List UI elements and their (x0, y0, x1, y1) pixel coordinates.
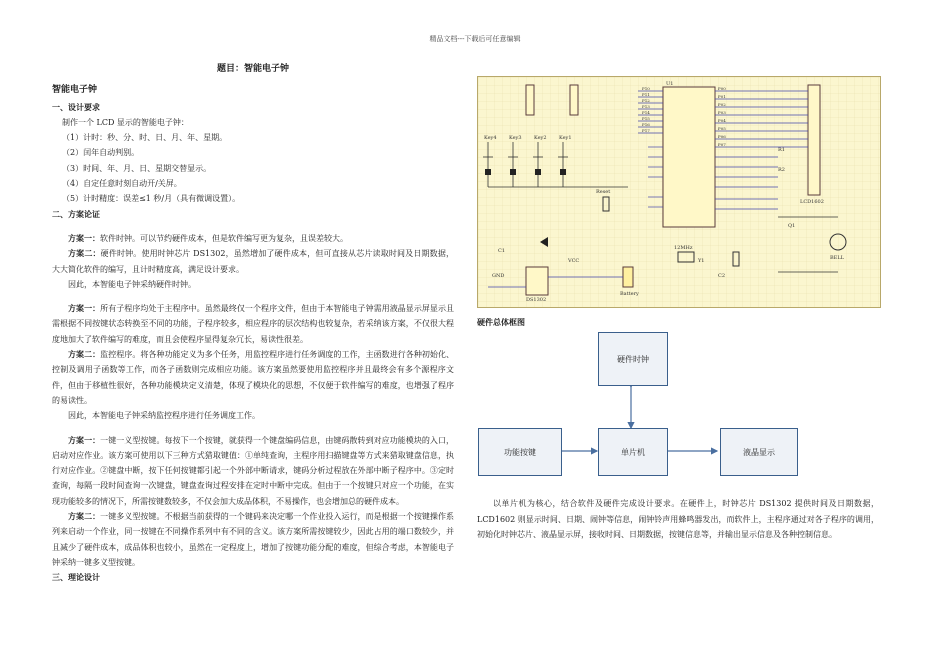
document-title: 题目：智能电子钟 (216, 64, 289, 74)
main-heading: 智能电子钟 (52, 85, 98, 96)
section1-heading: 一、设计要求 (52, 102, 100, 112)
schematic-pin-label: P07 (718, 142, 726, 147)
schematic-pin-label: P00 (718, 86, 726, 91)
schematic-pin-label: P10 (642, 86, 650, 91)
hardware-description: 以单片机为核心，结合软件及硬件完成设计要求。在硬件上，时钟芯片 DS1302 提供时间及日期数据，LCD1602 则显示时间、日期、闹钟等信息，闹钟铃声用蜂鸣器发出，而软件上，主程序通过对各子程序的调用，初始化时钟芯片、液晶显示屏，接收时间、日期数据，按键信息等，并输出显示信息及各种控制信息。 (477, 499, 879, 539)
schematic-part-label: C1 (498, 248, 506, 254)
key-plan-2: 方案二：一键多义型按键。不根据当前获得的一个键码来决定哪一个作业投入运行，而是根据一个按键操作系列来启动一个作业，同一按键在不同操作系列中有不同的含义。该方案所需按键较少，因此占用的端口数较少，并且减少了硬件成本，成品体积也较小，虽然在一定程度上，增加了按键功能分配的难度，但综合考虑，本智能电子钟采纳一键多义型按键。 (52, 511, 454, 567)
schematic-pin-label: P05 (718, 126, 726, 131)
figure-caption: 硬件总体框图 (477, 318, 525, 327)
schematic-part-label: 12MHz (674, 245, 693, 251)
clock-plan-2: 方案二：硬件时钟。使用时钟芯片 DS1302，虽然增加了硬件成本，但可直接从芯片读取时间及日期数据，大大简化软件的编写，且计时精度高，满足设计要求。 (52, 248, 454, 274)
schematic-pin-label: P06 (718, 134, 726, 139)
schematic-drawing (478, 77, 880, 307)
block-function-keys: 功能按键 (478, 428, 562, 476)
schematic-chip-label: U1 (666, 81, 674, 87)
schematic-part-label: R2 (778, 167, 785, 173)
schematic-part-label: Battery (620, 291, 639, 297)
document-body (52, 62, 454, 586)
schematic-key-label: Key1 (559, 135, 572, 141)
clock-conclusion: 因此，本智能电子钟采纳硬件时钟。 (68, 279, 196, 289)
schematic-chip-label: BELL (830, 255, 844, 261)
schematic-pin-label: P13 (642, 104, 650, 109)
schematic-pin-label: P16 (642, 122, 650, 127)
schematic-chip-label: DS1302 (526, 297, 547, 303)
req-item-3: （3）时间、年、月、日、星期交替显示。 (62, 163, 212, 173)
schematic-pin-label: P14 (642, 110, 650, 115)
program-plan-2: 方案二：监控程序。将各种功能定义为多个任务，用监控程序进行任务调度的工作，主函数进行各种初始化、控制及调用子函数等工作，而各子函数则完成相应功能。该方案虽然要使用监控程序并且最终会有多个源程序文件，但由于移植性很好，各种功能模块定义清楚，体现了模块化的思想，不仅便于软件编写的难度，也增强了程序的易读性。 (52, 349, 454, 405)
schematic-part-label: GND (492, 273, 505, 279)
schematic-part-label: C2 (718, 273, 726, 279)
req-item-5: （5）计时精度：误差≤1 秒/月（具有微调设置）。 (62, 194, 241, 204)
schematic-pin-label: P01 (718, 94, 726, 99)
section1-intro: 制作一个 LCD 显示的智能电子钟： (62, 117, 189, 127)
schematic-chip-label: LCD1602 (800, 199, 824, 205)
block-hardware-clock: 硬件时钟 (598, 332, 668, 386)
hardware-block-diagram (477, 330, 879, 480)
req-item-1: （1）计时：秒、分、时、日、月、年、星期。 (62, 133, 228, 143)
circuit-schematic (477, 76, 881, 308)
schematic-pin-label: P02 (718, 102, 726, 107)
schematic-pin-label: P04 (718, 118, 726, 123)
schematic-part-label: Reset (596, 189, 611, 195)
schematic-key-label: Key2 (534, 135, 547, 141)
req-item-4: （4）自定任意时刻自动开/关屏。 (62, 179, 182, 189)
block-lcd: 液晶显示 (720, 428, 798, 476)
schematic-part-label: Y1 (698, 258, 705, 264)
schematic-part-label: VCC (568, 258, 580, 264)
schematic-pin-label: P17 (642, 128, 650, 133)
program-conclusion: 因此，本智能电子钟采纳监控程序进行任务调度工作。 (68, 411, 260, 421)
schematic-part-label: R1 (778, 147, 785, 153)
header-note: 精品文档---下载后可任意编辑 (429, 35, 521, 43)
program-plan-1: 方案一：所有子程序均处于主程序中。虽然最终仅一个程序文件，但由于本智能电子钟需用液晶显示屏显示且需根据不同按键状态转换至不同的功能，子程序较多，相应程序的层次结构也较复杂，若采纳该方案，不仅很大程度地加大了软件编写的难度，而且会使程序显得复杂冗长，易读性很差。 (52, 303, 454, 344)
schematic-pin-label: P12 (642, 98, 650, 103)
block-mcu: 单片机 (598, 428, 668, 476)
schematic-pin-label: P03 (718, 110, 726, 115)
schematic-key-label: Key4 (484, 135, 497, 141)
req-item-2: （2）闰年自动判别。 (62, 148, 140, 158)
schematic-part-label: Q1 (788, 223, 796, 229)
section2-heading: 二、方案论证 (52, 209, 100, 219)
schematic-key-label: Key3 (509, 135, 522, 141)
clock-plan-1: 方案一：软件时钟。可以节约硬件成本，但是软件编写更为复杂，且误差较大。 (68, 232, 348, 243)
schematic-pin-label: P11 (642, 92, 650, 97)
key-plan-1: 方案一：一键一义型按键。每按下一个按键，就获得一个键盘编码信息，由键码散转到对应功能模块的入口，启动对应作业。该方案可使用以下三种方式猎取键值：①单纯查询，主程序用扫描键盘等方式来猎取键盘信息，执行对应作业。②键盘中断，按下任何按键都引起一个外部中断请求，键码分析过程放在外部中断子程序中。③定时查询，每隔一段时间查询一次键盘，键盘查询过程安排在定时中断中完成。但由于一个按键只对应一个功能，在实现功能较多的情况下，所需按键数较多，不仅会加大成品体积，不易操作，也会增加总的硬件成本。 (52, 434, 454, 506)
schematic-pin-label: P15 (642, 116, 650, 121)
section3-heading: 三、理论设计 (52, 573, 100, 583)
